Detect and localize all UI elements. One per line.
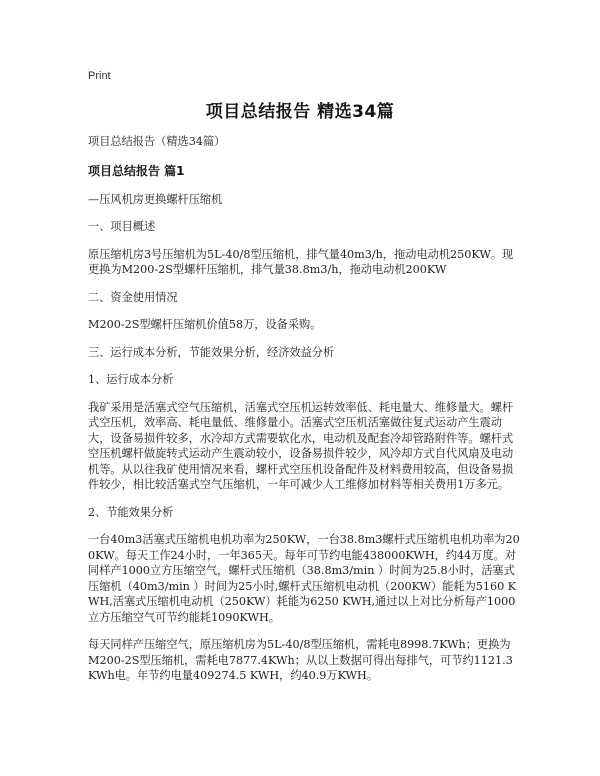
section-2-body: M200-2S型螺杆压缩机价值58万，设备采购。 <box>88 318 322 331</box>
document-body <box>88 134 520 696</box>
section-1-body: 原压缩机房3号压缩机为5L-40/8型压缩机，排气量40m3/h，拖动电动机250KW。现更换为M200-2S型螺杆压缩机，排气量38.8m3/h，拖动电动机200KW <box>88 247 514 276</box>
print-link[interactable]: Print <box>88 70 111 82</box>
section-3-2-body: 一台40m3活塞式压缩机电机功率为250KW，一台38.8m3螺杆式压缩机电机功率为200KW。每天工作24小时，一年365天。每年可节约电能438000KWH，约44万度。对同样产1000立方压缩空气，螺杆式压缩机（38.8m3/min ）时间为25.8小时，活塞式压缩机（40m3/min ）时间为25小时,螺杆式压缩机电动机（200KW）能耗为5160 KWH,活塞式压缩机电动机（250KW）耗能为6250 KWH,通过以上对比分析每产1000立方压缩空气可节约能耗1090KWH。 <box>88 533 520 624</box>
article-heading: 项目总结报告 篇1 <box>88 163 185 178</box>
document-subtitle: 项目总结报告（精选34篇） <box>88 135 226 148</box>
section-1-title: 一、项目概述 <box>88 220 156 233</box>
section-2-title: 二、资金使用情况 <box>88 290 178 304</box>
section-3-1-title: 1、运行成本分析 <box>88 373 174 386</box>
section-3-1-body: 我矿采用是活塞式空气压缩机，活塞式空压机运转效率低、耗电量大、维修量大。螺杆式空压机，效率高、耗电量低、维修量小。活塞式空压机活塞做往复式运动产生震动大，设备易损件较多，水冷却方式需要软化水，电动机及配套冷却管路附件等。螺杆式空压机螺杆做旋转式运动产生震动较小，设备易损件较少，风冷却方式自代风扇及电动机等。从以往我矿使用情况来看，螺杆式空压机设备配件及材料费用较高，但设备易损件较少，相比较活塞式空气压缩机，一年可减少人工维修加材料等相关费用1万多元。 <box>88 400 514 491</box>
section-3-2-body-2: 每天同样产压缩空气，原压缩机房为5L-40/8型压缩机，需耗电8998.7KWh；更换为M200-2S型压缩机，需耗电7877.4KWh；从以上数据可得出每排气，可节约1121.3KWh电。年节约电量409274.5 KWH，约40.9万KWH。 <box>88 638 513 682</box>
intro-line: —压风机房更换螺杆压缩机 <box>88 192 223 206</box>
page-title: 项目总结报告 精选34篇 <box>205 102 395 122</box>
section-3-title: 三、运行成本分析，节能效果分析，经济效益分析 <box>88 345 335 359</box>
section-3-2-title: 2、节能效果分析 <box>88 505 174 519</box>
